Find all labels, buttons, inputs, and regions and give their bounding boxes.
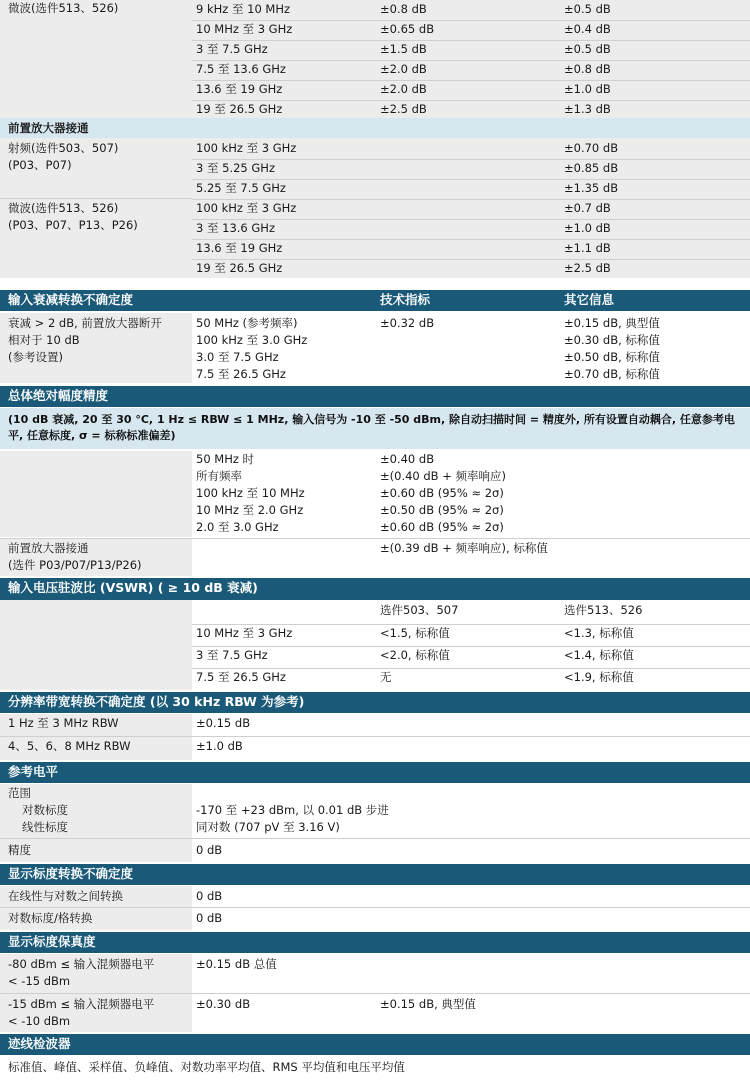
freq-range: 3 至 7.5 GHz	[196, 42, 268, 56]
disp-value-2: 0 dB	[196, 911, 223, 925]
fid-row2-label	[0, 996, 192, 1030]
ref-label: 对数标度	[22, 803, 68, 817]
rbw-value-1: ±0.15 dB	[196, 716, 251, 730]
rbw-label-1: 1 Hz 至 3 MHz RBW	[8, 716, 119, 730]
divider	[0, 198, 192, 199]
abs-freq: 2.0 至 3.0 GHz	[196, 520, 279, 534]
freq-range: 10 MHz 至 3 GHz	[196, 626, 293, 640]
column-header-spec: 技术指标	[380, 292, 431, 307]
typical-value: ±0.85 dB	[564, 161, 619, 175]
ref-range-values	[192, 802, 552, 836]
freq-range: 100 kHz 至 3 GHz	[196, 201, 297, 215]
divider	[0, 838, 750, 839]
freq-range: 3 至 13.6 GHz	[196, 221, 275, 235]
atten-freq: 100 kHz 至 3.0 GHz	[196, 333, 308, 347]
atten-other-line: ±0.70 dB, 标称值	[564, 367, 660, 381]
spec-value: ±2.0 dB	[380, 82, 427, 96]
fid-label-line: -15 dBm ≤ 输入混频器电平	[8, 997, 155, 1011]
section-title: 输入衰减转换不确定度	[8, 292, 134, 307]
ref-accuracy-label: 精度	[8, 843, 31, 857]
fid-label-line: -80 dBm ≤ 输入混频器电平	[8, 957, 155, 971]
typical-value: ±1.3 dB	[564, 102, 611, 116]
vswr-503: 无	[380, 670, 392, 684]
microwave-label: 微波(选件513、526)	[8, 1, 119, 15]
section-header-trace-detectors: 迹线检波器	[0, 1034, 750, 1055]
typical-value: ±0.5 dB	[564, 42, 611, 56]
rbw-value-2: ±1.0 dB	[196, 739, 243, 753]
preamp-mw-label-1: 微波(选件513、526)	[8, 201, 119, 215]
freq-range: 3 至 7.5 GHz	[196, 648, 268, 662]
abs-value: ±0.60 dB (95% ≈ 2σ)	[380, 520, 504, 534]
section-header-rbw: 分辨率带宽转换不确定度 (以 30 kHz RBW 为参考)	[0, 692, 750, 713]
ref-label: 范围	[8, 786, 31, 800]
section-header-attenuation	[0, 290, 750, 311]
typical-value: ±1.0 dB	[564, 82, 611, 96]
vswr-513: <1.4, 标称值	[564, 648, 634, 662]
atten-other-line: ±0.30 dB, 标称值	[564, 333, 660, 347]
abs-value: ±0.50 dB (95% ≈ 2σ)	[380, 503, 504, 517]
spec-value: ±2.5 dB	[380, 102, 427, 116]
ref-value: 同对数 (707 pV 至 3.16 V)	[196, 820, 340, 834]
abs-freq: 50 MHz 时	[196, 452, 255, 466]
divider	[0, 993, 750, 994]
freq-range: 19 至 26.5 GHz	[196, 261, 283, 275]
abs-preamp-value: ±(0.39 dB + 频率响应), 标称值	[380, 541, 548, 555]
freq-range: 7.5 至 26.5 GHz	[196, 670, 286, 684]
spec-value: ±2.0 dB	[380, 62, 427, 76]
abs-values	[376, 451, 560, 536]
spec-value: ±0.65 dB	[380, 22, 435, 36]
vswr-513: <1.3, 标称值	[564, 626, 634, 640]
freq-range: 3 至 5.25 GHz	[196, 161, 275, 175]
typical-value: ±0.4 dB	[564, 22, 611, 36]
abs-preamp-label	[0, 540, 192, 574]
vswr-header-513: 选件513、526	[564, 603, 643, 617]
abs-preamp-line: 前置放大器接通	[8, 541, 89, 555]
abs-value: ±(0.40 dB + 频率响应)	[380, 469, 507, 483]
abs-freq: 10 MHz 至 2.0 GHz	[196, 503, 304, 517]
section-header-absolute-accuracy: 总体绝对幅度精度	[0, 386, 750, 407]
abs-label-cell	[0, 451, 192, 537]
vswr-503: <2.0, 标称值	[380, 648, 450, 662]
preamp-rf-label-1: 射频(选件503、507)	[8, 141, 119, 155]
freq-range: 13.6 至 19 GHz	[196, 82, 283, 96]
atten-freq: 3.0 至 7.5 GHz	[196, 350, 279, 364]
freq-range: 7.5 至 13.6 GHz	[196, 62, 286, 76]
abs-value: ±0.40 dB	[380, 452, 435, 466]
ref-accuracy-value: 0 dB	[196, 843, 223, 857]
abs-preamp-line: (选件 P03/P07/P13/P26)	[8, 558, 142, 572]
freq-range: 10 MHz 至 3 GHz	[196, 22, 293, 36]
preamp-rf-label-2: (P03、P07)	[8, 158, 72, 172]
column-header-other: 其它信息	[564, 292, 615, 307]
atten-label-line: (参考设置)	[8, 350, 63, 364]
atten-other-line: ±0.15 dB, 典型值	[564, 316, 660, 330]
abs-frequencies	[192, 451, 376, 536]
abs-conditions-note: (10 dB 衰减, 20 至 30 °C, 1 Hz ≤ RBW ≤ 1 MHz, 输入信号为 -10 至 -50 dBm, 除自动扫描时间 = 精度外, 所有设置自动耦合, 任意参考电平, 任意标度, σ = 标称标准偏差)	[0, 408, 750, 449]
ref-label: 线性标度	[22, 820, 68, 834]
divider	[0, 907, 750, 908]
vswr-header-503: 选件503、507	[380, 603, 459, 617]
atten-label-line: 相对于 10 dB	[8, 333, 80, 347]
section-header-display-fidelity: 显示标度保真度	[0, 932, 750, 953]
atten-other	[560, 315, 750, 383]
typical-value: ±0.70 dB	[564, 141, 619, 155]
typical-value: ±1.35 dB	[564, 181, 619, 195]
atten-spec: ±0.32 dB	[380, 316, 435, 330]
typical-value: ±1.1 dB	[564, 241, 611, 255]
fid-label-line: < -15 dBm	[8, 974, 71, 988]
ref-range-labels	[0, 785, 192, 836]
disp-value-1: 0 dB	[196, 889, 223, 903]
atten-freq: 7.5 至 26.5 GHz	[196, 367, 286, 381]
fid-label-line: < -10 dBm	[8, 1014, 71, 1028]
trace-detector-list: 标准值、峰值、采样值、负峰值、对数功率平均值、RMS 平均值和电压平均值	[8, 1060, 405, 1074]
abs-freq: 100 kHz 至 10 MHz	[196, 486, 305, 500]
atten-frequencies	[192, 315, 376, 383]
fid-row2-value: ±0.30 dB	[196, 997, 251, 1011]
atten-other-line: ±0.50 dB, 标称值	[564, 350, 660, 364]
section-header-reference-level: 参考电平	[0, 762, 750, 783]
typical-value: ±2.5 dB	[564, 261, 611, 275]
typical-value: ±0.8 dB	[564, 62, 611, 76]
fid-row2-typical: ±0.15 dB, 典型值	[380, 997, 476, 1011]
section-header-display-switching: 显示标度转换不确定度	[0, 864, 750, 885]
abs-freq: 所有频率	[196, 469, 242, 483]
spec-value: ±1.5 dB	[380, 42, 427, 56]
typical-value: ±0.7 dB	[564, 201, 611, 215]
fid-row1-value: ±0.15 dB 总值	[196, 957, 277, 971]
vswr-label-cell	[0, 600, 192, 690]
vswr-503: <1.5, 标称值	[380, 626, 450, 640]
typical-value: ±1.0 dB	[564, 221, 611, 235]
fid-row1-label	[0, 956, 192, 990]
freq-range: 19 至 26.5 GHz	[196, 102, 283, 116]
atten-label-line: 衰减 > 2 dB, 前置放大器断开	[8, 316, 162, 330]
rbw-label-2: 4、5、6、8 MHz RBW	[8, 739, 131, 753]
typical-value: ±0.5 dB	[564, 2, 611, 16]
section-header-vswr: 输入电压驻波比 (VSWR) ( ≥ 10 dB 衰减)	[0, 578, 750, 600]
vswr-513: <1.9, 标称值	[564, 670, 634, 684]
freq-range: 100 kHz 至 3 GHz	[196, 141, 297, 155]
divider	[0, 736, 750, 737]
freq-range: 13.6 至 19 GHz	[196, 241, 283, 255]
spec-value: ±0.8 dB	[380, 2, 427, 16]
atten-freq: 50 MHz (参考频率)	[196, 316, 298, 330]
freq-range: 5.25 至 7.5 GHz	[196, 181, 286, 195]
atten-label	[0, 315, 192, 366]
ref-value: -170 至 +23 dBm, 以 0.01 dB 步进	[196, 803, 389, 817]
preamp-mw-label-2: (P03、P07、P13、P26)	[8, 218, 138, 232]
disp-label-2: 对数标度/格转换	[8, 911, 93, 925]
disp-label-1: 在线性与对数之间转换	[8, 889, 123, 903]
preamp-subheader: 前置放大器接通	[0, 118, 750, 138]
abs-value: ±0.60 dB (95% ≈ 2σ)	[380, 486, 504, 500]
freq-range: 9 kHz 至 10 MHz	[196, 2, 291, 16]
